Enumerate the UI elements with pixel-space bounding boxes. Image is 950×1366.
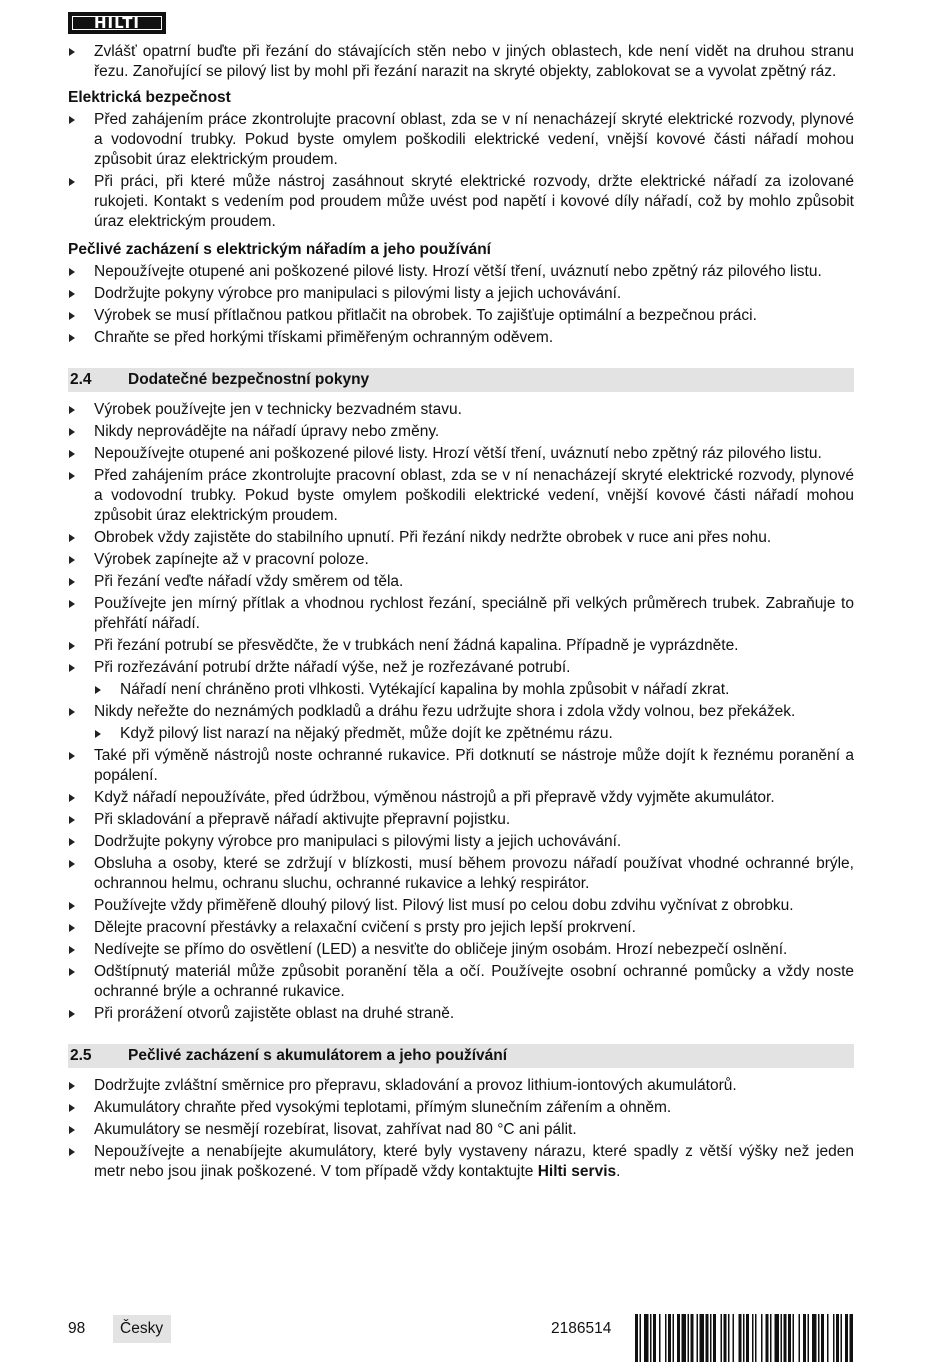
bullet-item: Nikdy neřežte do neznámých podkladů a dráhu řezu udržujte shora i zdola vždy volnou, bez překážek. (68, 702, 854, 722)
language-label: Česky (113, 1315, 171, 1343)
bullet-item: Nedívejte se přímo do osvětlení (LED) a nesviťte do obličeje jiným osobám. Hrozí nebezpečí oslnění. (68, 940, 854, 960)
page-number: 98 (68, 1320, 86, 1337)
heading-careful-handling: Pečlivé zacházení s elektrickým nářadím a jeho používání (68, 241, 491, 258)
heading-electrical-safety: Elektrická bezpečnost (68, 89, 231, 106)
bullet-item: Odštípnutý materiál může způsobit poranění těla a očí. Používejte osobní ochranné pomůcky a vždy noste ochranné brýle a ochranné rukavice. (68, 962, 854, 1002)
bullet-item: Výrobek zapínejte až v pracovní poloze. (68, 550, 854, 570)
bullet-item: Při rozřezávání potrubí držte nářadí výše, než je rozřezávané potrubí. (68, 658, 854, 678)
section-title: Dodatečné bezpečnostní pokyny (128, 371, 370, 388)
sub-bullet-item: Nářadí není chráněno proti vlhkosti. Vytékající kapalina by mohla způsobit v nářadí zkrat. (94, 680, 854, 700)
bullet-item: Při řezání potrubí se přesvědčte, že v trubkách není žádná kapalina. Případně je vyprázdněte. (68, 636, 854, 656)
bullet-text-end: . (616, 1163, 621, 1180)
bullet-item: Nikdy neprovádějte na nářadí úpravy nebo změny. (68, 422, 854, 442)
bullet-item: Nepoužívejte otupené ani poškozené pilové listy. Hrozí větší tření, uváznutí nebo zpětný ráz pilového listu. (68, 262, 854, 282)
bullet-item: Obsluha a osoby, které se zdržují v blízkosti, musí během provozu nářadí používat vhodné ochranné brýle, ochrannou helmu, ochranu sluchu, ochranné rukavice a lehký respirátor. (68, 854, 854, 894)
bullet-item: Také při výměně nástrojů noste ochranné rukavice. Při dotknutí se nástroje může dojít k řeznému poranění a popálení. (68, 746, 854, 786)
hilti-logo-text: HILTI (73, 17, 161, 29)
hilti-service-text: Hilti servis (537, 1163, 617, 1180)
bullet-text: Nepoužívejte a nenabíjejte akumulátory, které byly vystaveny nárazu, které spadly z větší výšky než jeden metr nebo jsou jinak poškozené. V tom případě vždy kontaktujte (94, 1143, 854, 1180)
section-header-2-4 (68, 368, 854, 392)
bullet-item: Při skladování a přepravě nářadí aktivujte přepravní pojistku. (68, 810, 854, 830)
hilti-logo (68, 12, 166, 34)
bullet-item: Při práci, při které může nástroj zasáhnout skryté elektrické rozvody, držte elektrické nářadí za izolované rukojeti. Kontakt s vedením pod proudem může uvést pod napětí i kovové díly nářadí, což by mohlo způsobit úraz elektrickým proudem. (68, 172, 854, 232)
bullet-item: Akumulátory se nesmějí rozebírat, lisovat, zahřívat nad 80 °C ani pálit. (68, 1120, 854, 1140)
sub-bullet-item: Když pilový list narazí na nějaký předmět, může dojít ke zpětnému rázu. (94, 724, 854, 744)
bullet-item: Dělejte pracovní přestávky a relaxační cvičení s prsty pro jejich lepší prokrvení. (68, 918, 854, 938)
bullet-item (68, 1142, 854, 1182)
bullet-item: Dodržujte pokyny výrobce pro manipulaci s pilovými listy a jejich uchovávání. (68, 832, 854, 852)
bullet-item: Dodržujte pokyny výrobce pro manipulaci s pilovými listy a jejich uchovávání. (68, 284, 854, 304)
document-number: 2186514 (551, 1320, 612, 1337)
bullet-item: Nepoužívejte otupené ani poškozené pilové listy. Hrozí větší tření, uváznutí nebo zpětný ráz pilového listu. (68, 444, 854, 464)
bullet-item: Používejte vždy přiměřeně dlouhý pilový list. Pilový list musí po celou dobu zdvihu vyčnívat z obrobku. (68, 896, 854, 916)
bullet-item: Při prorážení otvorů zajistěte oblast na druhé straně. (68, 1004, 854, 1024)
bullet-item: Výrobek se musí přítlačnou patkou přitlačit na obrobek. To zajišťuje optimální a bezpečnou práci. (68, 306, 854, 326)
bullet-item: Dodržujte zvláštní směrnice pro přepravu, skladování a provoz lithium-iontových akumulátorů. (68, 1076, 854, 1096)
page-footer (68, 1314, 854, 1344)
bullet-item: Obrobek vždy zajistěte do stabilního upnutí. Při řezání nikdy nedržte obrobek v ruce ani přes nohu. (68, 528, 854, 548)
bullet-item: Před zahájením práce zkontrolujte pracovní oblast, zda se v ní nenacházejí skryté elektrické rozvody, plynové a vodovodní trubky. Pokud byste omylem poškodili elektrické vedení, vnější kovové části nářadí mohou způsobit úraz elektrickým proudem. (68, 110, 854, 170)
section-title: Pečlivé zacházení s akumulátorem a jeho používání (128, 1047, 508, 1064)
bullet-item: Používejte jen mírný přítlak a vhodnou rychlost řezání, speciálně při velkých průměrech trubek. Zabraňuje to přehřátí nářadí. (68, 594, 854, 634)
bullet-item: Výrobek používejte jen v technicky bezvadném stavu. (68, 400, 854, 420)
section-number: 2.5 (70, 1047, 92, 1064)
bullet-item: Akumulátory chraňte před vysokými teplotami, přímým slunečním zářením a ohněm. (68, 1098, 854, 1118)
section-header-2-5 (68, 1044, 854, 1068)
bullet-item: Chraňte se před horkými třískami přiměřeným ochranným oděvem. (68, 328, 854, 348)
barcode (635, 1314, 853, 1362)
bullet-item: Když nářadí nepoužíváte, před údržbou, výměnou nástrojů a při přepravě vždy vyjměte akumulátor. (68, 788, 854, 808)
bullet-item: Při řezání veďte nářadí vždy směrem od těla. (68, 572, 854, 592)
bullet-item: Zvlášť opatrní buďte při řezání do stávajících stěn nebo v jiných oblastech, kde není vidět na druhou stranu řezu. Zanořující se pilový list by mohl při řezání narazit na skryté objekty, zablokovat se a vyvolat zpětný ráz. (68, 42, 854, 82)
section-number: 2.4 (70, 371, 92, 388)
document-body (68, 42, 854, 1184)
bullet-item: Před zahájením práce zkontrolujte pracovní oblast, zda se v ní nenacházejí skryté elektrické rozvody, plynové a vodovodní trubky. Pokud byste omylem poškodili elektrické vedení, vnější kovové části nářadí mohou způsobit úraz elektrickým proudem. (68, 466, 854, 526)
